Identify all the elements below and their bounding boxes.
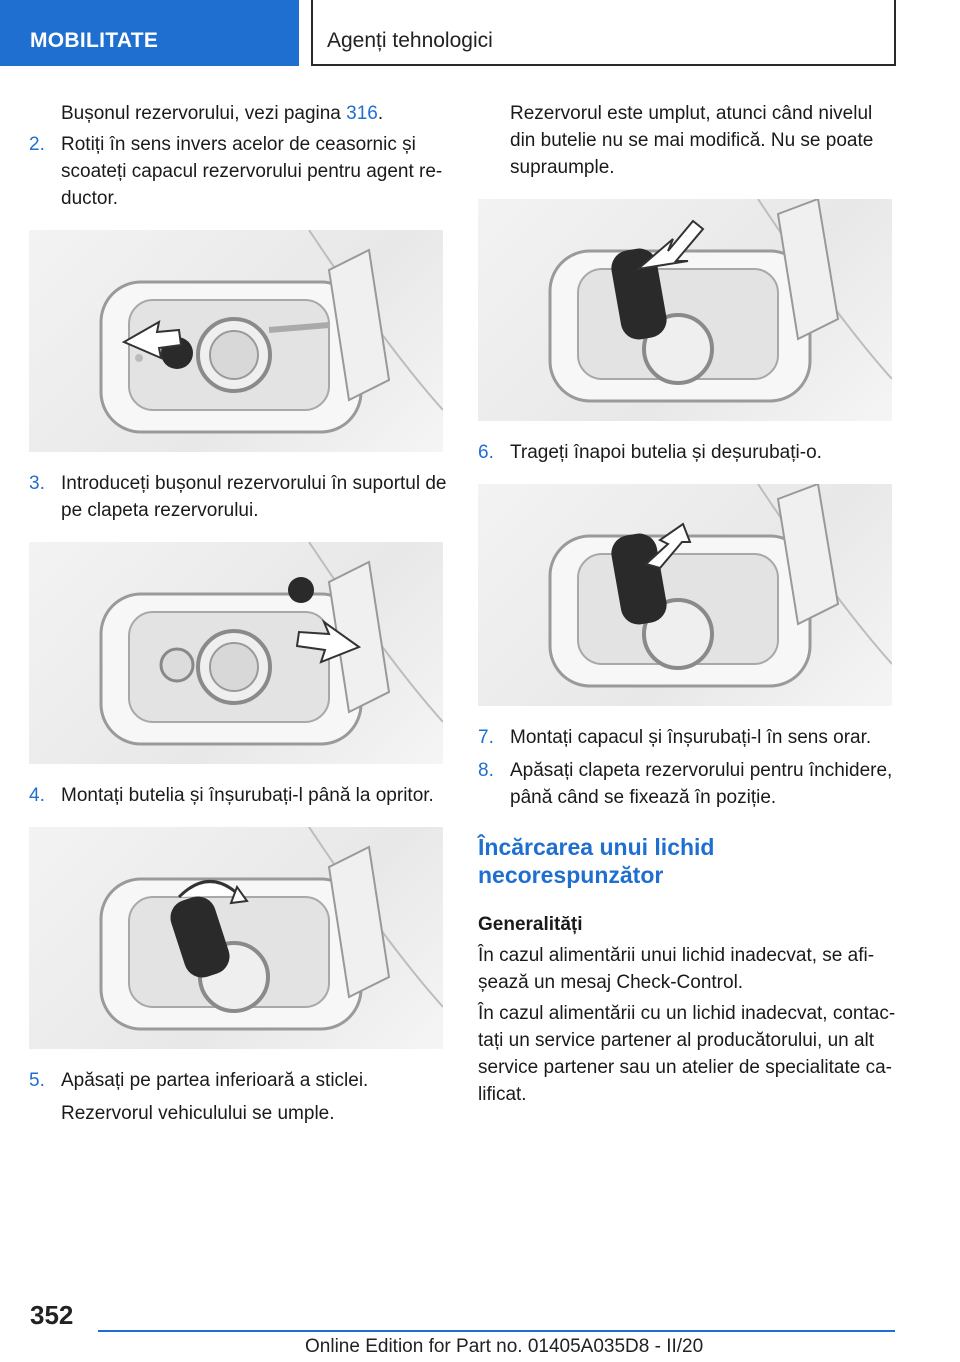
step-text: Montați butelia și înșurubați-l până la opritor. [61,785,434,806]
page-number: 352 [30,1300,74,1330]
illustration-remove-cap [29,230,443,452]
illustration-place-cap-holder [29,542,443,764]
step-number: 6. [478,442,494,463]
step-number: 7. [478,727,494,748]
step-8 [478,757,898,811]
step-text: Apăsați pe partea inferioară a sticlei. [61,1070,369,1091]
fill-complete-paragraph: Rezervorul este umplut, atunci când nivelul din butelie nu se mai modifică. Nu se poate supraumple. [510,103,874,178]
step-7 [478,724,898,751]
section-tab: MOBILITATE [0,0,299,66]
section-heading: Încărcarea unui lichid necorespunzător [478,834,715,888]
general-paragraph-2: În cazul alimentării cu un lichid inadecvat, contac-tați un service partener al producătorului, un alt service partener sau un atelier de specialitate ca-lificat. [478,1003,896,1105]
step-5 [29,1067,449,1094]
edition-footer: Online Edition for Part no. 01405A035D8 - II/20 [305,1336,704,1357]
step-6 [478,439,898,466]
step-2 [29,131,449,212]
step-number: 5. [29,1070,45,1091]
right-column [478,100,898,1112]
illustration-remove-bottle [478,484,892,706]
step-4 [29,782,449,809]
illustration-press-bottle [478,199,892,421]
step-number: 2. [29,134,45,155]
step-text: Rotiți în sens invers acelor de ceasornic și scoateți capacul rezervorului pentru agent re-ductor. [61,134,443,209]
step-text: Introduceți bușonul rezervorului în suportul de pe clapeta rezervorului. [61,473,447,521]
subsection-heading: Generalități [478,914,583,935]
general-paragraph-1: În cazul alimentării unui lichid inadecvat, se afi-șează un mesaj Check-Control. [478,945,875,993]
step-3 [29,470,449,524]
step-number: 3. [29,473,45,494]
illustration-screw-bottle [29,827,443,1049]
step-number: 8. [478,760,494,781]
footer-divider [98,1330,895,1332]
page-header [0,0,960,66]
step-5-note: Rezervorul vehiculului se umple. [61,1103,335,1124]
step-text: Apăsați clapeta rezervorului pentru închidere, până când se fixează în poziție. [510,760,893,808]
intro-paragraph: Bușonul rezervorului, vezi pagina 316. [61,103,384,124]
page-link[interactable]: 316 [346,103,378,124]
step-text: Trageți înapoi butelia și deșurubați-o. [510,442,822,463]
step-text: Montați capacul și înșurubați-l în sens orar. [510,727,872,748]
step-number: 4. [29,785,45,806]
chapter-title: Agenți tehnologici [311,0,896,66]
left-column [29,100,449,1131]
